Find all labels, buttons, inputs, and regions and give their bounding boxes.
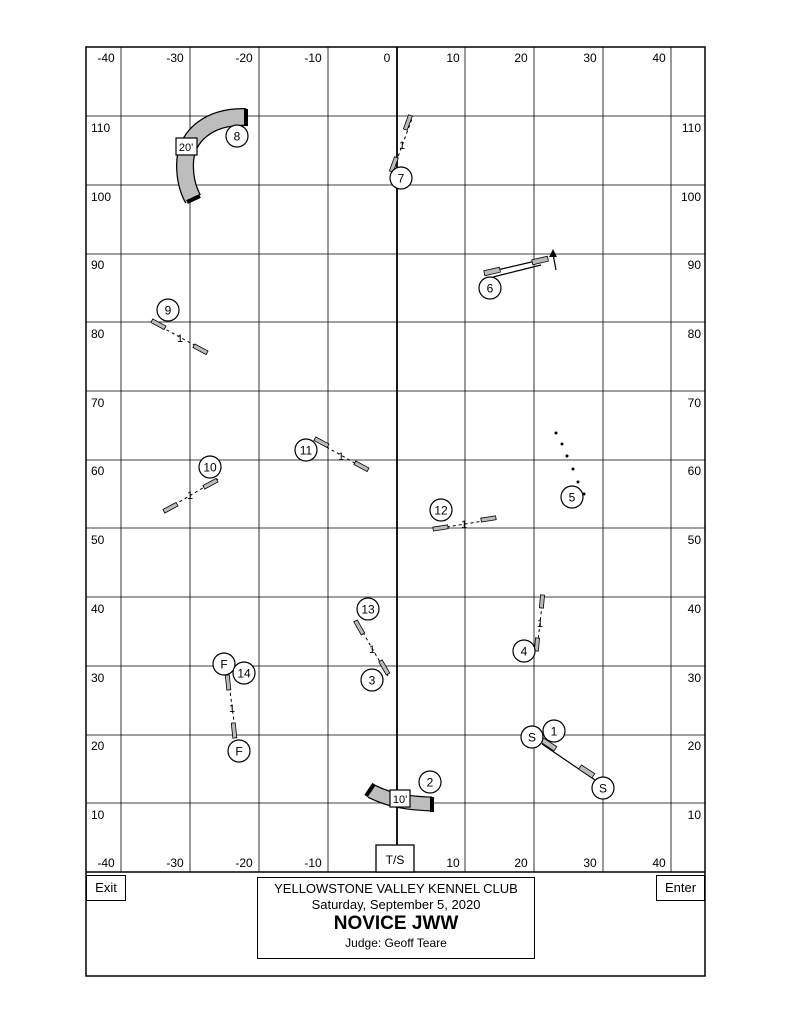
jump-11 bbox=[314, 437, 369, 472]
obstacle-1-marker bbox=[543, 720, 565, 742]
y-axis-left-labels bbox=[91, 121, 111, 822]
bar-height-label: 1 bbox=[536, 618, 544, 630]
finish-jump-14 bbox=[225, 675, 237, 738]
jump-4 bbox=[534, 595, 544, 651]
obstacle-number: 7 bbox=[397, 171, 405, 186]
jump-13-3 bbox=[354, 620, 390, 676]
x-tick-label: 40 bbox=[652, 856, 666, 870]
obstacle-4-marker bbox=[513, 640, 535, 662]
jump-9 bbox=[151, 319, 208, 355]
exit-label-box bbox=[86, 875, 126, 901]
start-jump-1 bbox=[541, 738, 595, 780]
y-tick-label: 80 bbox=[91, 327, 105, 341]
obstacle-number: 11 bbox=[299, 443, 313, 458]
y-tick-label: 80 bbox=[687, 327, 701, 341]
start-label: S bbox=[527, 730, 537, 745]
obstacle-14-marker bbox=[233, 662, 255, 684]
obstacle-number: 4 bbox=[520, 644, 528, 659]
obstacle-11-marker bbox=[295, 439, 317, 461]
obstacle-number: 14 bbox=[237, 666, 251, 681]
bar-height-label: 1 bbox=[337, 451, 345, 463]
obstacle-13-marker bbox=[357, 598, 379, 620]
obstacle-2-marker bbox=[419, 771, 441, 793]
bar-height-label: 1 bbox=[186, 490, 194, 502]
y-tick-label: 20 bbox=[91, 739, 105, 753]
obstacle-10-marker bbox=[199, 456, 221, 478]
jump-10 bbox=[163, 478, 218, 513]
event-date: Saturday, September 5, 2020 bbox=[311, 897, 481, 912]
tunnel-length-label: 20' bbox=[178, 142, 194, 154]
arrow-head-icon bbox=[549, 249, 557, 257]
timer-label: T/S bbox=[385, 853, 405, 867]
y-tick-label: 50 bbox=[687, 533, 701, 547]
x-tick-label: 10 bbox=[446, 856, 460, 870]
x-tick-label: -30 bbox=[166, 856, 184, 870]
bar-height-label: 1 bbox=[228, 703, 236, 715]
finish-label: F bbox=[220, 657, 228, 672]
y-tick-label: 10 bbox=[687, 808, 701, 822]
x-tick-label: -30 bbox=[166, 51, 184, 65]
finish-label: F bbox=[235, 744, 243, 759]
y-tick-label: 70 bbox=[687, 396, 701, 410]
y-tick-label: 100 bbox=[91, 190, 112, 204]
bar-height-label: 1 bbox=[460, 519, 468, 531]
bar-height-label: 1 bbox=[398, 140, 406, 152]
finish-marker-bottom bbox=[228, 740, 250, 762]
y-tick-label: 90 bbox=[91, 258, 105, 272]
x-tick-label: -40 bbox=[97, 51, 115, 65]
x-tick-label: 20 bbox=[514, 856, 528, 870]
obstacle-number: 6 bbox=[486, 281, 494, 296]
x-tick-label: -10 bbox=[304, 856, 322, 870]
y-tick-label: 100 bbox=[680, 190, 701, 204]
start-marker-top bbox=[521, 726, 543, 748]
x-tick-label: -10 bbox=[304, 51, 322, 65]
x-tick-label: 20 bbox=[514, 51, 528, 65]
double-jump-6 bbox=[484, 249, 557, 277]
x-tick-label: 30 bbox=[583, 51, 597, 65]
obstacle-number: 3 bbox=[368, 673, 376, 688]
bar-height-label: 1 bbox=[176, 333, 184, 345]
y-tick-label: 70 bbox=[91, 396, 105, 410]
bar-height-label: 1 bbox=[368, 644, 376, 656]
y-tick-label: 40 bbox=[91, 602, 105, 616]
obstacle-number: 5 bbox=[568, 490, 576, 505]
y-tick-label: 30 bbox=[687, 671, 701, 685]
obstacle-9-marker bbox=[157, 299, 179, 321]
enter-label: Enter bbox=[664, 880, 697, 895]
obstacle-number: 1 bbox=[550, 724, 558, 739]
start-marker-bottom bbox=[592, 777, 614, 799]
enter-label-box bbox=[656, 875, 705, 901]
start-label: S bbox=[598, 781, 608, 796]
obstacle-5-marker bbox=[561, 486, 583, 508]
x-axis-top-labels bbox=[97, 51, 666, 65]
y-tick-label: 110 bbox=[681, 121, 701, 135]
y-tick-label: 10 bbox=[91, 808, 105, 822]
grid-horizontal-lines bbox=[86, 116, 705, 803]
y-tick-label: 50 bbox=[91, 533, 105, 547]
obstacle-number: 8 bbox=[233, 129, 241, 144]
x-tick-label: 30 bbox=[583, 856, 597, 870]
obstacle-number: 10 bbox=[203, 460, 217, 475]
obstacle-number: 12 bbox=[434, 503, 448, 518]
y-tick-label: 110 bbox=[91, 121, 111, 135]
x-tick-label: 0 bbox=[383, 51, 391, 65]
y-axis-right-labels bbox=[681, 121, 701, 822]
y-tick-label: 60 bbox=[687, 464, 701, 478]
obstacle-number: 2 bbox=[426, 775, 434, 790]
y-tick-label: 20 bbox=[687, 739, 701, 753]
y-tick-label: 90 bbox=[687, 258, 701, 272]
x-tick-label: 40 bbox=[652, 51, 666, 65]
exit-label: Exit bbox=[95, 880, 117, 895]
obstacle-7-marker bbox=[390, 167, 412, 189]
course-title: NOVICE JWW bbox=[333, 913, 459, 934]
course-info-box bbox=[257, 877, 535, 959]
obstacle-8-marker bbox=[226, 125, 248, 147]
obstacle-number: 13 bbox=[361, 602, 375, 617]
x-tick-label: -40 bbox=[97, 856, 115, 870]
x-tick-label: 10 bbox=[446, 51, 460, 65]
judge-name: Judge: Geoff Teare bbox=[345, 936, 447, 950]
obstacle-12-marker bbox=[430, 499, 452, 521]
y-tick-label: 60 bbox=[91, 464, 105, 478]
tunnel-8 bbox=[176, 109, 246, 202]
jump-7 bbox=[389, 115, 413, 173]
y-tick-label: 30 bbox=[91, 671, 105, 685]
x-tick-label: -20 bbox=[235, 856, 253, 870]
x-tick-label: -20 bbox=[235, 51, 253, 65]
club-name: YELLOWSTONE VALLEY KENNEL CLUB bbox=[274, 881, 518, 896]
obstacle-3-marker bbox=[361, 669, 383, 691]
tunnel-length-label: 10' bbox=[392, 794, 408, 806]
finish-marker-top bbox=[213, 653, 235, 675]
obstacle-number: 9 bbox=[164, 303, 172, 318]
obstacle-6-marker bbox=[479, 277, 501, 299]
y-tick-label: 40 bbox=[687, 602, 701, 616]
